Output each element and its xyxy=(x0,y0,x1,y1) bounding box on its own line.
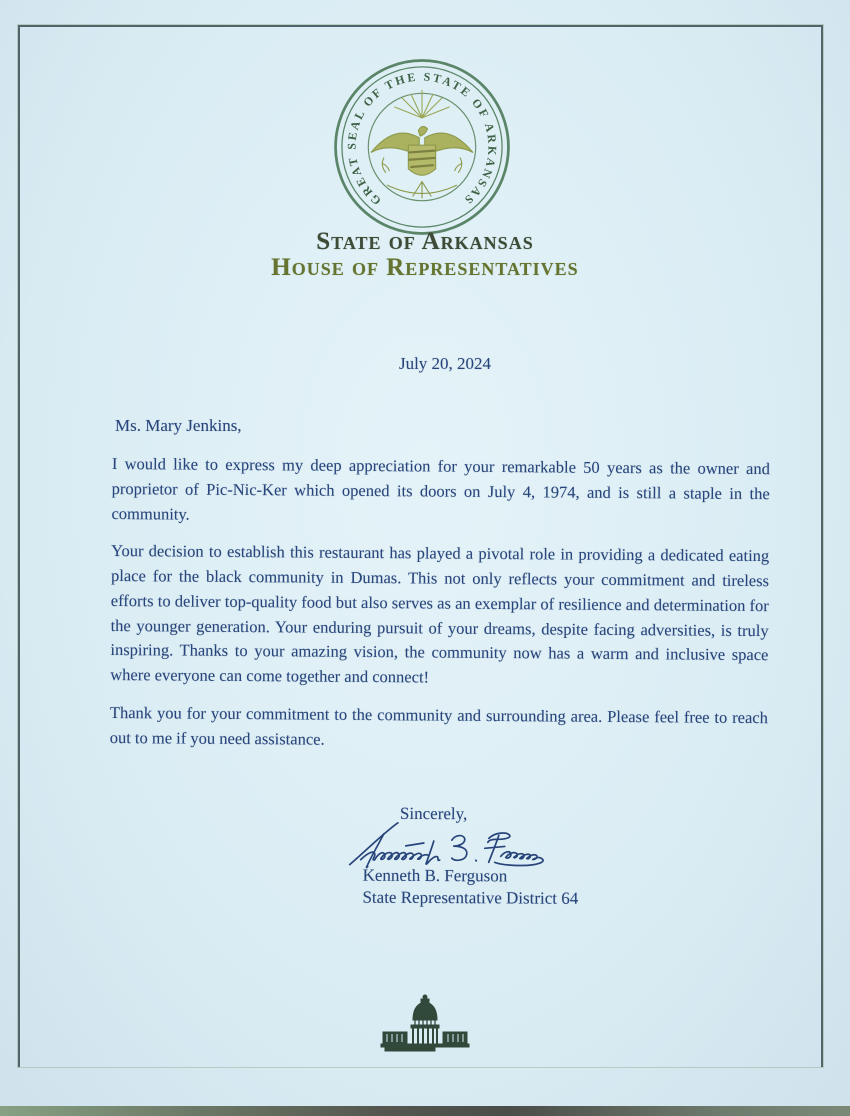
closing-block xyxy=(0,802,850,908)
capitol-building-icon xyxy=(373,992,477,1054)
great-seal-of-arkansas-icon xyxy=(331,56,513,238)
seal-ring-text: GREAT SEAL OF THE STATE OF ARKANSAS xyxy=(344,69,500,209)
photo-bottom-edge xyxy=(0,1106,850,1116)
salutation: Ms. Mary Jenkins, xyxy=(115,416,242,435)
letter-date: July 20, 2024 xyxy=(398,354,492,373)
signature-title: State Representative District 64 xyxy=(362,887,579,908)
paragraph-2: Your decision to establish this restaurant has played a pivotal role in providing a dedicated eating place for the black community in Dumas. This not only reflects your commitment and tireless efforts to deliver top-quality food but also serves as an exemplar of resilience and determination for the younger generation. Your enduring pursuit of your dreams, despite facing adversities, is truly inspiring. Thanks to your amazing vision, the community now has a warm and inclusive space where everyone can come together and connect! xyxy=(110,541,770,687)
org-name-state: State of Arkansas xyxy=(316,228,534,255)
paragraph-1: I would like to express my deep appreciation for your remarkable 50 years as the owner and proprietor of Pic-Nic-Ker which opened its doors on July 4, 1974, and is still a staple in the community. xyxy=(111,453,770,524)
org-name-house: House of Representatives xyxy=(271,254,579,281)
signature-printed-name: Kenneth B. Ferguson xyxy=(362,865,508,886)
paragraph-3: Thank you for your commitment to the community and surrounding area. Please feel free to reach out to me if you need assistance. xyxy=(109,702,769,749)
letter-body xyxy=(110,452,770,768)
closing-word: Sincerely, xyxy=(399,803,468,824)
